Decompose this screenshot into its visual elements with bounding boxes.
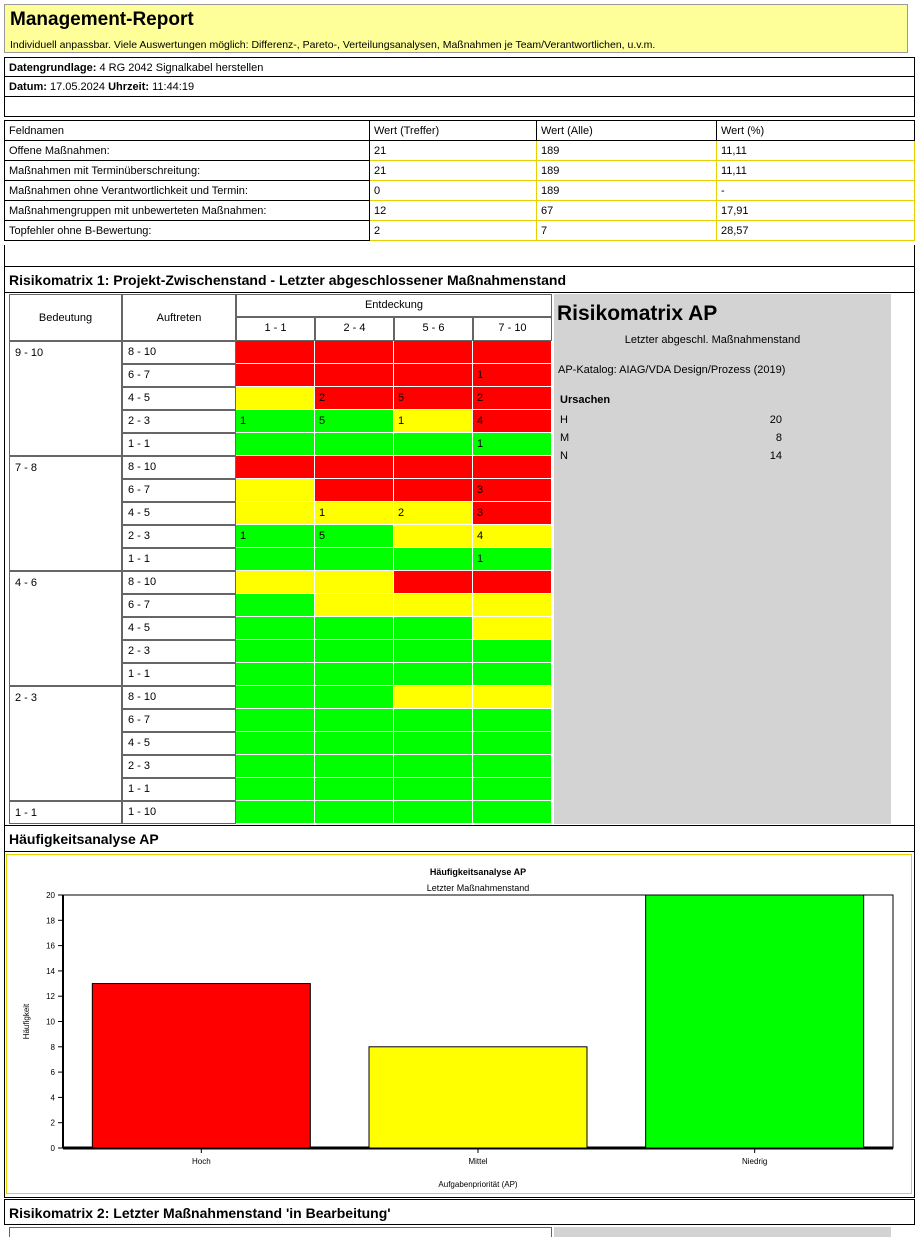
kpi-prozent: 17,91 xyxy=(717,201,915,221)
matrix-cell xyxy=(394,548,473,571)
matrix-cell xyxy=(236,617,315,640)
y-axis-label: Häufigkeit xyxy=(22,1003,31,1040)
datum-value: 17.05.2024 xyxy=(49,81,106,93)
matrix-cell xyxy=(236,778,315,801)
table-row xyxy=(5,181,915,201)
matrix-cell xyxy=(473,341,552,364)
datengrundlage-row xyxy=(4,57,915,77)
y-tick-label: 20 xyxy=(46,891,55,900)
matrix-cell xyxy=(236,709,315,732)
matrix-auftreten-cell: 8 - 10 xyxy=(122,456,236,479)
kpi-treffer: 2 xyxy=(370,221,537,241)
kpi-label: Offene Maßnahmen: xyxy=(5,141,370,161)
matrix-cell xyxy=(236,479,315,502)
matrix-cell xyxy=(315,686,394,709)
matrix-cell xyxy=(394,594,473,617)
section-title: Risikomatrix 1: Projekt-Zwischenstand - Letzter abgeschlossener Maßnahmenstand xyxy=(9,272,567,288)
bar-mittel xyxy=(369,1047,587,1148)
ursache-n-key: N xyxy=(560,450,568,462)
datum-row xyxy=(4,77,915,97)
matrix-bedeutung-cell: 7 - 8 xyxy=(9,456,122,571)
matrix-header-bedeutung: Bedeutung xyxy=(9,294,122,341)
matrix-cell xyxy=(473,755,552,778)
matrix-auftreten-cell: 4 - 5 xyxy=(122,387,236,410)
kpi-header-alle: Wert (Alle) xyxy=(537,121,717,141)
ap-panel-2-stub xyxy=(554,1227,891,1237)
y-tick-label: 10 xyxy=(46,1017,55,1027)
matrix-cell xyxy=(473,778,552,801)
risk-matrix-2-stub xyxy=(9,1227,552,1237)
ursache-m-value: 8 xyxy=(775,432,782,444)
matrix-header-entdeckung: Entdeckung xyxy=(236,294,552,317)
matrix-cell xyxy=(394,617,473,640)
matrix-cell xyxy=(315,732,394,755)
matrix-cell xyxy=(236,502,315,525)
matrix-cell xyxy=(236,433,315,456)
bar-niedrig xyxy=(646,895,864,1148)
ursachen-label: Ursachen xyxy=(560,394,611,406)
matrix-auftreten-cell: 1 - 1 xyxy=(122,778,236,801)
matrix-cell xyxy=(473,456,552,479)
section-risikomatrix-2-title xyxy=(4,1199,915,1225)
matrix-cell: 4 xyxy=(473,410,552,433)
ap-panel-subtitle: Letzter abgeschl. Maßnahmenstand xyxy=(624,334,801,346)
matrix-cell xyxy=(394,778,473,801)
matrix-cell xyxy=(236,548,315,571)
matrix-cell xyxy=(315,617,394,640)
ap-panel-title: Risikomatrix AP xyxy=(557,302,718,325)
matrix-auftreten-cell: 2 - 3 xyxy=(122,640,236,663)
matrix-cell xyxy=(315,456,394,479)
kpi-label: Maßnahmen mit Terminüberschreitung: xyxy=(5,161,370,181)
matrix-cell xyxy=(236,571,315,594)
matrix-cell: 2 xyxy=(315,387,394,410)
kpi-label: Maßnahmen ohne Verantwortlichkeit und Termin: xyxy=(5,181,370,201)
kpi-treffer: 0 xyxy=(370,181,537,201)
table-row xyxy=(5,201,915,221)
matrix-cell xyxy=(315,433,394,456)
datengrundlage-value: 4 RG 2042 Signalkabel herstellen xyxy=(99,62,264,74)
ursache-n-value: 14 xyxy=(769,450,782,462)
spacer-row-2 xyxy=(4,245,915,267)
matrix-cell xyxy=(315,341,394,364)
matrix-cell xyxy=(394,755,473,778)
kpi-alle: 189 xyxy=(537,181,717,201)
matrix-cell xyxy=(315,778,394,801)
y-tick-label: 14 xyxy=(46,966,55,976)
datengrundlage-label: Datengrundlage: xyxy=(9,62,97,74)
matrix-auftreten-cell: 6 - 7 xyxy=(122,479,236,502)
matrix-cell: 3 xyxy=(473,479,552,502)
matrix-auftreten-cell: 2 - 3 xyxy=(122,410,236,433)
haeufigkeit-chart xyxy=(6,854,912,1194)
kpi-treffer: 21 xyxy=(370,141,537,161)
kpi-table xyxy=(4,120,915,241)
matrix-header-auftreten: Auftreten xyxy=(122,294,236,341)
matrix-cell xyxy=(394,479,473,502)
y-tick-label: 6 xyxy=(50,1068,55,1078)
report-title: Management-Report xyxy=(10,9,194,30)
matrix-auftreten-cell: 2 - 3 xyxy=(122,525,236,548)
y-tick-label: 12 xyxy=(46,992,55,1002)
matrix-bedeutung-cell: 1 - 1 xyxy=(9,801,122,824)
y-tick-label: 16 xyxy=(46,941,55,951)
matrix-cell xyxy=(236,732,315,755)
matrix-auftreten-cell: 1 - 10 xyxy=(122,801,236,824)
matrix-cell xyxy=(473,732,552,755)
matrix-cell: 1 xyxy=(236,410,315,433)
matrix-auftreten-cell: 4 - 5 xyxy=(122,617,236,640)
kpi-alle: 7 xyxy=(537,221,717,241)
matrix-cell: 1 xyxy=(473,548,552,571)
x-tick-label: Niedrig xyxy=(741,1157,768,1166)
kpi-header-prozent: Wert (%) xyxy=(717,121,915,141)
matrix-auftreten-cell: 4 - 5 xyxy=(122,732,236,755)
matrix-cell xyxy=(236,341,315,364)
matrix-cell xyxy=(473,594,552,617)
matrix-cell xyxy=(315,479,394,502)
spacer-row xyxy=(4,97,915,117)
matrix-cell xyxy=(236,640,315,663)
matrix-cell xyxy=(394,686,473,709)
matrix-cell xyxy=(315,548,394,571)
matrix-cell xyxy=(394,709,473,732)
report-subtitle: Individuell anpassbar. Viele Auswertungen möglich: Differenz-, Pareto-, Verteilungsanalysen, Maßnahmen je Team/Verantwortlichen, u.v.m. xyxy=(10,39,656,51)
x-axis-label: Aufgabenpriorität (AP) xyxy=(438,1180,518,1189)
matrix-cell: 2 xyxy=(394,502,473,525)
matrix-cell xyxy=(315,801,394,824)
matrix-cell xyxy=(236,663,315,686)
matrix-auftreten-cell: 1 - 1 xyxy=(122,663,236,686)
matrix-auftreten-cell: 4 - 5 xyxy=(122,502,236,525)
matrix-cell xyxy=(315,640,394,663)
matrix-cell xyxy=(394,364,473,387)
kpi-alle: 189 xyxy=(537,141,717,161)
ap-panel xyxy=(554,294,891,824)
kpi-label: Topfehler ohne B-Bewertung: xyxy=(5,221,370,241)
matrix-cell xyxy=(236,686,315,709)
y-tick-label: 8 xyxy=(50,1042,55,1052)
matrix-cell xyxy=(236,755,315,778)
ursache-h-key: H xyxy=(560,414,568,426)
matrix-auftreten-cell: 1 - 1 xyxy=(122,433,236,456)
matrix-auftreten-cell: 6 - 7 xyxy=(122,364,236,387)
matrix-cell xyxy=(236,364,315,387)
kpi-header-feldnamen: Feldnamen xyxy=(5,121,370,141)
matrix-header-entdeckung-col: 7 - 10 xyxy=(473,317,552,341)
kpi-prozent: 11,11 xyxy=(717,161,915,181)
ursache-h-value: 20 xyxy=(769,414,782,426)
y-tick-label: 18 xyxy=(46,916,55,926)
uhrzeit-label: Uhrzeit: xyxy=(108,81,150,93)
matrix-auftreten-cell: 8 - 10 xyxy=(122,571,236,594)
section-title: Häufigkeitsanalyse AP xyxy=(9,831,159,847)
matrix-cell: 5 xyxy=(315,525,394,548)
kpi-header-row xyxy=(5,121,915,141)
matrix-cell: 1 xyxy=(394,410,473,433)
matrix-cell xyxy=(473,617,552,640)
matrix-auftreten-cell: 6 - 7 xyxy=(122,709,236,732)
matrix-cell xyxy=(394,525,473,548)
matrix-cell xyxy=(236,594,315,617)
matrix-cell xyxy=(315,755,394,778)
matrix-cell xyxy=(236,387,315,410)
matrix-cell xyxy=(473,686,552,709)
matrix-cell: 1 xyxy=(315,502,394,525)
chart-title: Häufigkeitsanalyse AP xyxy=(429,867,527,877)
x-tick-label: Hoch xyxy=(191,1157,211,1166)
matrix-cell xyxy=(394,732,473,755)
section-risikomatrix-1-title xyxy=(4,267,915,293)
matrix-bedeutung-cell: 2 - 3 xyxy=(9,686,122,801)
matrix-cell: 3 xyxy=(473,502,552,525)
kpi-label: Maßnahmengruppen mit unbewerteten Maßnahmen: xyxy=(5,201,370,221)
matrix-cell xyxy=(394,801,473,824)
chart-subtitle: Letzter Maßnahmenstand xyxy=(426,883,530,893)
matrix-header-entdeckung-col: 5 - 6 xyxy=(394,317,473,341)
kpi-prozent: - xyxy=(717,181,915,201)
matrix-auftreten-cell: 1 - 1 xyxy=(122,548,236,571)
matrix-cell xyxy=(236,801,315,824)
matrix-bedeutung-cell: 9 - 10 xyxy=(9,341,122,456)
kpi-alle: 67 xyxy=(537,201,717,221)
y-tick-label: 4 xyxy=(50,1093,55,1103)
matrix-cell: 1 xyxy=(473,433,552,456)
matrix-cell xyxy=(315,364,394,387)
matrix-cell xyxy=(315,594,394,617)
x-tick-label: Mittel xyxy=(468,1157,488,1166)
matrix-cell xyxy=(236,456,315,479)
section-haeufigkeitsanalyse-title xyxy=(4,826,915,852)
kpi-prozent: 11,11 xyxy=(717,141,915,161)
matrix-cell xyxy=(315,709,394,732)
matrix-auftreten-cell: 2 - 3 xyxy=(122,755,236,778)
risk-matrix xyxy=(9,294,552,825)
matrix-cell xyxy=(473,640,552,663)
datum-label: Datum: xyxy=(9,81,47,93)
matrix-cell: 2 xyxy=(473,387,552,410)
matrix-auftreten-cell: 8 - 10 xyxy=(122,686,236,709)
y-tick-label: 0 xyxy=(50,1144,55,1153)
matrix-cell: 1 xyxy=(236,525,315,548)
kpi-alle: 189 xyxy=(537,161,717,181)
matrix-cell xyxy=(473,801,552,824)
matrix-cell xyxy=(473,571,552,594)
kpi-treffer: 12 xyxy=(370,201,537,221)
matrix-cell xyxy=(394,433,473,456)
kpi-treffer: 21 xyxy=(370,161,537,181)
matrix-cell: 5 xyxy=(394,387,473,410)
report-header xyxy=(4,4,908,53)
uhrzeit-value: 11:44:19 xyxy=(152,81,195,93)
ap-katalog: AP-Katalog: AIAG/VDA Design/Prozess (2019) xyxy=(558,364,786,376)
matrix-cell xyxy=(315,663,394,686)
matrix-cell xyxy=(394,640,473,663)
matrix-cell xyxy=(394,663,473,686)
bar-hoch xyxy=(92,984,310,1148)
ursache-m-key: M xyxy=(560,432,570,444)
matrix-auftreten-cell: 8 - 10 xyxy=(122,341,236,364)
matrix-cell xyxy=(394,341,473,364)
matrix-cell: 5 xyxy=(315,410,394,433)
matrix-cell xyxy=(394,456,473,479)
kpi-prozent: 28,57 xyxy=(717,221,915,241)
section-title: Risikomatrix 2: Letzter Maßnahmenstand 'in Bearbeitung' xyxy=(9,1205,391,1221)
matrix-auftreten-cell: 6 - 7 xyxy=(122,594,236,617)
table-row xyxy=(5,161,915,181)
matrix-bedeutung-cell: 4 - 6 xyxy=(9,571,122,686)
table-row xyxy=(5,221,915,241)
matrix-cell xyxy=(473,709,552,732)
table-row xyxy=(5,141,915,161)
chart-svg xyxy=(7,855,911,1193)
matrix-cell xyxy=(394,571,473,594)
matrix-header-entdeckung-col: 2 - 4 xyxy=(315,317,394,341)
matrix-cell: 4 xyxy=(473,525,552,548)
matrix-header-entdeckung-col: 1 - 1 xyxy=(236,317,315,341)
matrix-cell xyxy=(315,571,394,594)
matrix-cell xyxy=(473,663,552,686)
kpi-header-treffer: Wert (Treffer) xyxy=(370,121,537,141)
y-tick-label: 2 xyxy=(50,1118,55,1128)
matrix-cell: 1 xyxy=(473,364,552,387)
